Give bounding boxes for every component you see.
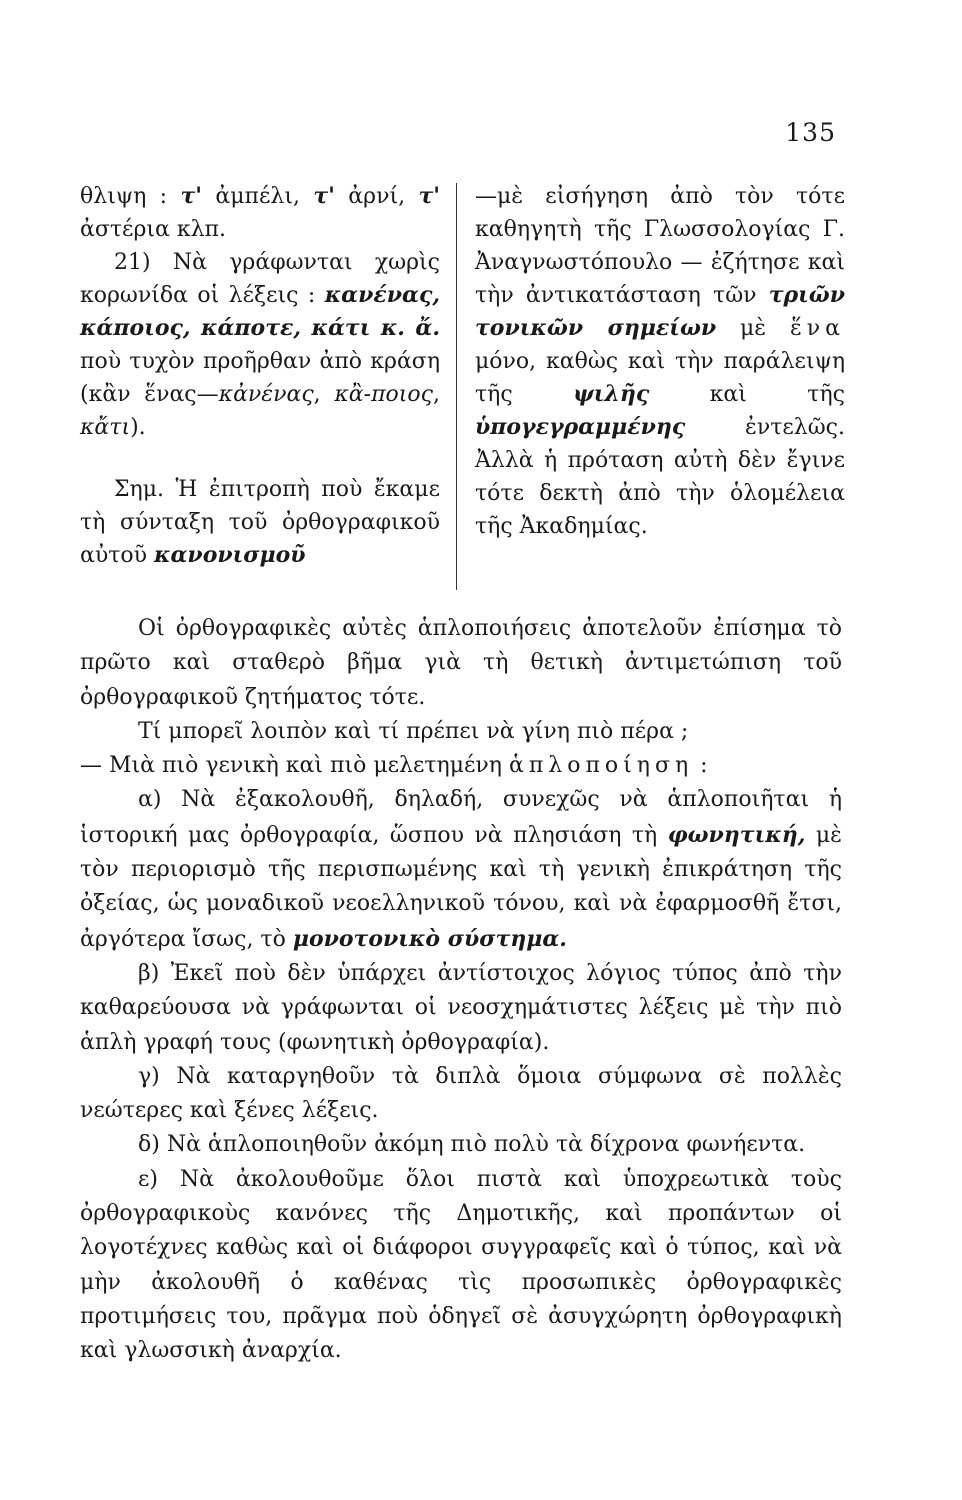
spaced-word: ἕνα	[789, 316, 846, 341]
example-article: τ'	[418, 183, 440, 209]
emphasis-three-accents: τριῶν τονικῶν σημείων	[475, 282, 845, 341]
example-article: τ'	[180, 183, 202, 209]
emphasis-psili: ψιλῆς	[573, 381, 650, 407]
paragraph-simplifications: Οἱ ὀρθογραφικὲς αὐτὲς ἁπλοποιήσεις ἀποτελοῦν ἐπίσημα τὸ πρῶτο καὶ σταθερὸ βῆμα γιὰ τὴ θετικὴ ἀντιμετώπιση τοῦ ὀρθογραφικοῦ ζητήματος τότε.	[80, 616, 842, 710]
emphasis-monotonic: μονοτονικὸ σύστημα.	[292, 925, 567, 952]
main-text	[80, 612, 842, 1369]
emphasis-ypogegrammeni: ὑπογεγραμμένης	[475, 414, 686, 440]
example-article: τ'	[313, 183, 335, 209]
page-number: 135	[785, 118, 836, 147]
paragraph-answer: — Μιὰ πιὸ γενικὴ καὶ πιὸ μελετημένη ἁπλοποίηση :	[80, 753, 708, 779]
item-c: γ) Νὰ καταργηθοῦν τὰ διπλὰ ὅμοια σύμφωνα σὲ πολλὲς νεώτερες καὶ ξένες λέξεις.	[80, 1063, 842, 1124]
rule-21-examples: κανένας, κάποιος, κάποτε, κάτι κ. ἄ.	[80, 282, 440, 341]
right-column	[475, 180, 845, 543]
right-column-text: —μὲ εἰσήγηση ἀπὸ τὸν τότε καθηγητὴ τῆς Γλωσσολογίας Γ. Ἀναγνωστόπουλο — ἐζήτησε καὶ τὴν ἀντικατάσταση τῶν τριῶν τονικῶν σημείων μὲ ἕνα μόνο, καθὼς καὶ τὴν παράλειψη τῆς ψιλῆς καὶ τῆς ὑπογεγραμμένης ἐντελῶς. Ἀλλὰ ἡ πρόταση αὐτὴ δὲν ἔγινε τότε δεκτὴ ἀπὸ τὴν ὁλομέλεια τῆς Ἀκαδημίας.	[475, 184, 846, 539]
left-paragraph-1: θλιψη : τ' ἀμπέλι, τ' ἀρνί, τ' ἀστέρια κλπ.	[80, 183, 440, 242]
note-paragraph: Σημ. Ἡ ἐπιτροπὴ ποὺ ἔκαμε τὴ σύνταξη τοῦ ὀρθογραφικοῦ αὐτοῦ κανονισμοῦ	[80, 477, 440, 568]
rule-21: 21) Νὰ γράφωνται χωρὶς κορωνίδα οἱ λέξεις : κανένας, κάποιος, κάποτε, κάτι κ. ἄ. ποὺ τυχὸν προῆρθαν ἀπὸ κράση (κἂν ἕνας—κἀνένας, κἂ-ποιος, κἄτι).	[80, 250, 440, 440]
item-a: α) Νὰ ἐξακολουθῆ, δηλαδή, συνεχῶς νὰ ἁπλοποιῆται ἡ ἱστορική μας ὀρθογραφία, ὥσπου νὰ πλησιάση τὴ φωνητική, μὲ τὸν περιορισμὸ τῆς περισπωμένης καὶ τὴ γενικὴ ἐπικράτηση τῆς ὀξείας, ὡς μοναδικοῦ νεοελληνικοῦ τόνου, καὶ νὰ ἐφαρμοσθῆ ἔτσι, ἀργότερα ἴσως, τὸ μονοτονικὸ σύστημα.	[80, 787, 842, 952]
emphasis-phonetic: φωνητική,	[667, 821, 806, 848]
left-column	[80, 180, 440, 572]
item-e: ε) Νὰ ἀκολουθοῦμε ὅλοι πιστὰ καὶ ὑποχρεωτικὰ τοὺς ὀρθογραφικοὺς κανόνες τῆς Δημοτικῆς, καὶ προπάντων οἱ λογοτέχνες καθὼς καὶ οἱ διάφοροι συγγραφεῖς καὶ ὁ τύπος, καὶ νὰ μὴν ἀκολουθῆ ὁ καθένας τὶς προσωπικὲς ὀρθογραφικὲς προτιμήσεις του, πρᾶγμα ποὺ ὁδηγεῖ σὲ ἀσυγχώρητη ὀρθογραφικὴ καὶ γλωσσικὴ ἀναρχία.	[80, 1166, 842, 1364]
paragraph-question: Τί μπορεῖ λοιπὸν καὶ τί πρέπει νὰ γίνη πιὸ πέρα ;	[138, 718, 689, 744]
item-d: δ) Νὰ ἁπλοποιηθοῦν ἀκόμη πιὸ πολὺ τὰ δίχρονα φωνήεντα.	[138, 1132, 806, 1158]
note-emphasis: κανονισμοῦ	[154, 542, 306, 568]
item-b: β) Ἐκεῖ ποὺ δὲν ὑπάρχει ἀντίστοιχος λόγιος τύπος ἀπὸ τὴν καθαρεύουσα νὰ γράφωνται οἱ νεοσχημάτιστες λέξεις μὲ τὴν πιὸ ἁπλὴ γραφή τους (φωνητικὴ ὀρθογραφία).	[80, 960, 842, 1055]
column-divider	[456, 183, 457, 590]
spaced-word: ἁπλοποίηση	[508, 753, 694, 779]
